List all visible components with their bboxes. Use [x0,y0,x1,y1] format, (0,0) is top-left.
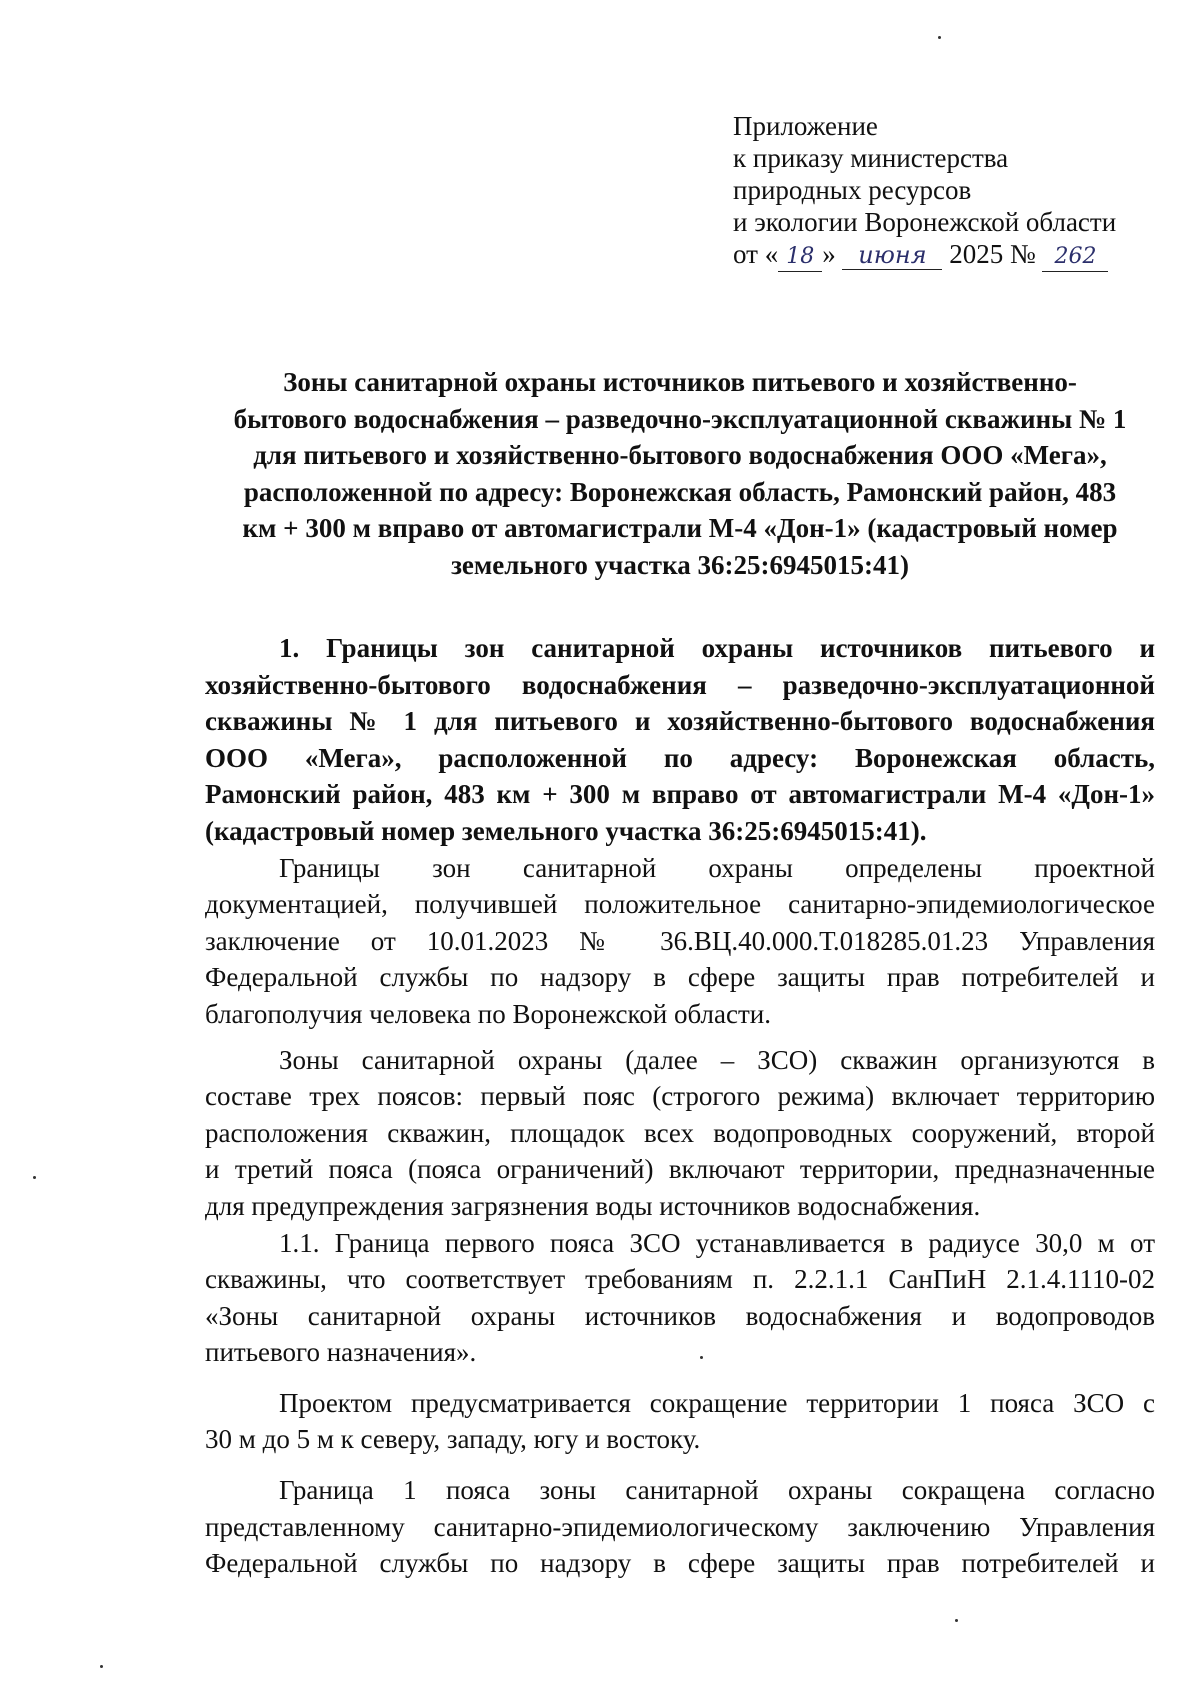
paragraph-line: документацией, получившей положительное санитарно-эпидемиологическое [205,889,1155,920]
paragraph-line: представленному санитарно-эпидемиологическому заключению Управления [205,1511,1155,1542]
scan-speck [33,1176,36,1179]
paragraph [205,1472,1155,1582]
heading-line: (кадастровый номер земельного участка 36:25:6945015:41). [205,815,927,846]
heading-line: хозяйственно-бытового водоснабжения – разведочно-эксплуатационной [205,669,1155,700]
paragraph-line: составе трех поясов: первый пояс (строгого режима) включает территорию [205,1081,1155,1112]
section-heading [205,630,1155,850]
appendix-date-line [733,238,1116,272]
paragraph-line: питьевого назначения». [205,1337,477,1368]
paragraph-line: «Зоны санитарной охраны источников водоснабжения и водопроводов [205,1300,1155,1331]
paragraph-line: Федеральной службы по надзору в сфере защиты прав потребителей и [205,962,1155,993]
title-line: земельного участка 36:25:6945015:41) [451,549,909,580]
paragraph-line: для предупреждения загрязнения воды источников водоснабжения. [205,1190,981,1221]
paragraph [205,850,1155,1033]
scan-speck [100,1665,103,1668]
paragraph-line: Граница 1 пояса зоны санитарной охраны сокращена согласно [279,1475,1155,1506]
paragraph-line: скважины, что соответствует требованиям п. 2.2.1.1 СанПиН 2.1.4.1110-02 [205,1264,1155,1295]
paragraph [205,1042,1155,1225]
paragraph [205,1385,1155,1458]
paragraph-line: Зоны санитарной охраны (далее – ЗСО) скважин организуются в [279,1044,1155,1075]
paragraph-line: Границы зон санитарной охраны определены проектной [279,852,1155,883]
paragraph-line: Федеральной службы по надзору в сфере защиты прав потребителей и [205,1548,1155,1579]
document-title [205,364,1155,584]
heading-line: 1. Границы зон санитарной охраны источников питьевого и [279,633,1155,663]
appendix-line: природных ресурсов [733,175,972,205]
scan-speck [700,1356,703,1359]
date-year: 2025 № [949,239,1036,269]
date-mid: » [822,239,836,269]
appendix-line: Приложение [733,111,878,141]
appendix-line: и экологии Воронежской области [733,207,1117,237]
paragraph-line: 30 м до 5 м к северу, западу, югу и востоку. [205,1424,701,1455]
scan-speck [938,36,941,39]
heading-line: Рамонский район, 483 км + 300 м вправо от автомагистрали М-4 «Дон-1» [205,779,1155,810]
title-line: км + 300 м вправо от автомагистрали М-4 «Дон-1» (кадастровый номер [242,513,1118,544]
paragraph-line: благополучия человека по Воронежской области. [205,998,771,1029]
appendix-block [733,110,1116,272]
paragraph-line: Проектом предусматривается сокращение территории 1 пояса ЗСО с [279,1387,1155,1418]
paragraph [205,1225,1155,1371]
document-body [205,630,1155,1582]
title-line: Зоны санитарной охраны источников питьевого и хозяйственно- [283,367,1077,397]
paragraph-line: заключение от 10.01.2023 № 36.ВЦ.40.000.Т.018285.01.23 Управления [205,925,1155,956]
scan-speck [955,1619,958,1622]
paragraph-line: и третий пояса (пояса ограничений) включают территории, предназначенные [205,1154,1155,1185]
handwritten-order-number: 262 [1042,243,1108,272]
paragraph-line: расположения скважин, площадок всех водопроводных сооружений, второй [205,1117,1155,1148]
date-prefix: от « [733,239,779,269]
appendix-line: к приказу министерства [733,143,1009,173]
heading-line: скважины № 1 для питьевого и хозяйственно-бытового водоснабжения [205,706,1155,737]
title-line: бытового водоснабжения – разведочно-эксплуатационной скважины № 1 [233,403,1127,434]
handwritten-month: июня [842,241,942,270]
handwritten-day: 18 [778,243,822,272]
title-line: для питьевого и хозяйственно-бытового водоснабжения ООО «Мега», [253,440,1107,471]
title-line: расположенной по адресу: Воронежская область, Рамонский район, 483 [243,476,1117,507]
heading-line: ООО «Мега», расположенной по адресу: Воронежская область, [205,742,1155,773]
paragraph-line: 1.1. Граница первого пояса ЗСО устанавливается в радиусе 30,0 м от [279,1227,1155,1258]
